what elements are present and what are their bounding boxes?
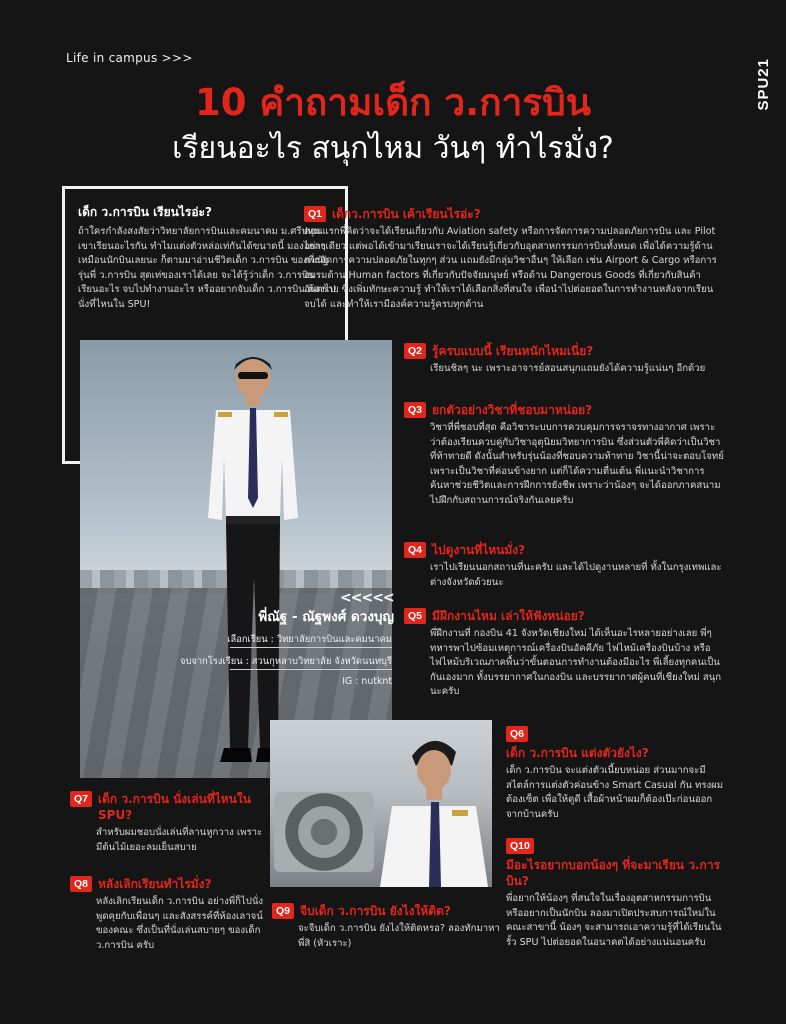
intro-block: [78, 203, 336, 313]
question-title: ไปดูงานที่ไหนมั่ง?: [432, 543, 526, 557]
caption-divider: [230, 647, 392, 648]
profile-name: พี่ณัฐ - ณัฐพงศ์ ดวงบุญ: [258, 609, 394, 625]
answer-text: เราไปเรียนนอกสถานที่นะครับ และได้ไปดูงานหลายที่ ทั้งในกรุงเทพและต่างจังหวัดด้วยนะ: [430, 562, 722, 588]
spu21-logo: SPU21: [755, 58, 772, 111]
pilot-aircraft-photo: [270, 720, 492, 887]
question-badge: Q1: [304, 206, 326, 222]
question-title: หลังเลิกเรียนทำไรมั่ง?: [98, 877, 212, 891]
question-title: เด็ก ว.การบิน แต่งตัวยังไง?: [506, 746, 649, 760]
question-badge: Q7: [70, 791, 92, 807]
question-q5: [404, 608, 724, 700]
question-title: เด็กว.การบิน เค้าเรียนไรอ่ะ?: [332, 207, 481, 221]
question-title: จีบเด็ก ว.การบิน ยังไงให้ติด?: [300, 904, 451, 918]
answer-text: ตอนแรกพี่คิดว่าจะได้เรียนเกี่ยวกับ Aviation safety หรือการจัดการความปลอดภัยการบิน และ Pilot อย่างเดียว แต่พอได้เข้ามาเรียนเราจะได้เรียนรู้เกี่ยวกับอุตสาหกรรมการบินทั้งหมด เพื่อได้ความรู้ด้านการจัดการความปลอดภัยในทุกๆ ส่วน แถมยังมีกลุ่มวิชาอื่นๆ ให้เลือก เช่น Airport & Cargo หรือการอบรมด้าน Human factors ที่เกี่ยวกับปัจจัยมนุษย์ หรือด้าน Dangerous Goods ที่เกี่ยวกับสินค้าอันตราย ซึ่งเพิ่มทักษะความรู้ ทำให้เราได้เลือกสิ่งที่สนใจ เพื่อนำไปต่อยอดในการทำงานหลังจากเรียนจบได้ และทำให้เรามีองค์ความรู้ครบทุกด้าน: [304, 226, 717, 310]
answer-text: หลังเลิกเรียนเด็ก ว.การบิน อย่างพี่ก็ไปนั่งพูดคุยกับเพื่อนๆ และสังสรรค์ที่ห้องเลาจน์ของคณะ ซึ่งเป็นที่นั่งเล่นสบายๆ ของเด็ก ว.การบิน ครับ: [96, 896, 264, 951]
answer-text: เด็ก ว.การบิน จะแต่งตัวเนี้ยบหน่อย ส่วนมากจะมีสไตล์การแต่งตัวค่อนข้าง Smart Casual กัน ทรงผมต้องเซ็ต เพื่อให้ดูดี เสื้อผ้าหน้าผมก็ต้องเป๊ะก่อนออกจากบ้านครับ: [506, 765, 724, 820]
question-q6: [506, 722, 726, 822]
answer-text: พี่อยากให้น้องๆ ที่สนใจในเรื่องอุตสาหกรรมการบินหรืออยากเป็นนักบิน ลองมาเปิดประสบการณ์ใหม่ในคณะสาขานี้ น้องๆ จะสามารถเอาความรู้ที่ได้เรียนในรั้ว SPU ไปต่อยอดในอนาคตได้อย่างแน่นอนครับ: [506, 893, 722, 948]
question-q9: [272, 903, 500, 951]
answer-text: วิชาที่พี่ชอบที่สุด คือวิชาระบบการควบคุมการจราจรทางอากาศ เพราะว่าต้องเรียนควบคู่กับวิชาอุตุนิยมวิทยาการบิน ซึ่งส่วนตัวพี่คิดว่าเป็นวิชาที่ท้าทายดี ดังนั้นสำหรับรุ่นน้องที่ชอบความท้าทาย วิชานี้น่าจะตอบโจทย์ เพราะเป็นวิชาที่ค่อนข้างยาก แต่ก็ได้ความตื่นเต้น พี่แนะนำวิชาการค้นหาช่วยชีวิตและการฝึกการยังชีพ เพราะว่าน้องๆ จะได้ออกภาคสนามไปฝึกกับสถานการณ์จริงกันเลยครับ: [430, 422, 724, 506]
question-title: มีอะไรอยากบอกน้องๆ ที่จะมาเรียน ว.การบิน?: [506, 858, 721, 888]
question-badge: Q9: [272, 903, 294, 919]
question-q3: [404, 402, 724, 509]
profile-school: จบจากโรงเรียน : สวนกุหลาบวิทยาลัย จังหวัดนนทบุรี: [179, 656, 392, 667]
question-q10: [506, 834, 726, 950]
question-badge: Q4: [404, 542, 426, 558]
aircraft-engine: [274, 792, 374, 872]
answer-text: สำหรับผมชอบนั่งเล่นที่ลานหูกวาง เพราะมีต้นไม้เยอะลมเย็นสบาย: [96, 827, 263, 853]
question-q7: [70, 791, 266, 855]
question-title: รู้ครบแบบนี้ เรียนหนักไหมเนี่ย?: [432, 344, 594, 358]
question-q1: [304, 206, 724, 313]
pilot-figure-2: [378, 726, 488, 887]
question-q8: [70, 876, 266, 953]
question-badge: Q3: [404, 402, 426, 418]
caption-arrows: <<<<<: [340, 590, 394, 606]
answer-text: เรียนชิลๆ นะ เพราะอาจารย์สอนสนุกแถมยังได้ความรู้แน่นๆ อีกด้วย: [430, 363, 706, 374]
question-title: ยกตัวอย่างวิชาที่ชอบมาหน่อย?: [432, 403, 593, 417]
intro-body: ถ้าใครกำลังสงสัยว่าวิทยาลัยการบินและคมนาคม ม.ศรีปทุม เขาเรียนอะไรกัน ทำไมแต่งตัวหล่อเท่กันได้ขนาดนี้ มองไกลๆ เหมือนนักบินเลยนะ ก็ตามมาอ่านชีวิตเด็ก ว.การบิน ของพี่ณัฐ รุ่นพี่ ว.การบิน สุดเท่ของเราได้เลย จะได้รู้ว่าเด็ก ว.การบิน เรียนอะไร จบไปทำงานอะไร หรืออยากจับเด็ก ว.การบิน ต้องไปนั่งที่ไหนใน SPU!: [78, 226, 336, 310]
intro-heading: เด็ก ว.การบิน เรียนไรอ่ะ?: [78, 205, 212, 219]
profile-ig: IG : nutknt: [342, 676, 392, 687]
question-badge: Q10: [506, 838, 534, 854]
pilot-figure: [198, 348, 308, 778]
page-title: 10 คำถามเด็ก ว.การบิน: [194, 81, 592, 124]
page-subtitle: เรียนอะไร สนุกไหม วันๆ ทำไรมั่ง?: [172, 131, 614, 166]
section-kicker: Life in campus >>>: [66, 51, 193, 65]
answer-text: พี่ฝึกงานที่ กองบิน 41 จังหวัดเชียงใหม่ ได้เห็นอะไรหลายอย่างเลย พี่ๆ ทหารพาไปซ้อมเหตุการณ์เครื่องบินอัคคีภัย ไฟไหม้เครื่องบินบ้าง หรือ ไฟไหม้บริเวณภาคพื้นว่าขั้นตอนการทำงานต้องมีอะไร พี่เลี้ยงทุกคนเป็นกันเองมาก ทั้งบรรยากาศในกองบิน และบรรยากาศผู้คนที่เชียงใหม่ สนุกนะครับ: [430, 628, 722, 698]
profile-faculty: เลือกเรียน : วิทยาลัยการบินและคมนาคม: [227, 634, 392, 645]
question-badge: Q2: [404, 343, 426, 359]
question-title: เด็ก ว.การบิน นั่งเล่นที่ไหนใน SPU?: [98, 792, 251, 822]
question-badge: Q8: [70, 876, 92, 892]
question-badge: Q5: [404, 608, 426, 624]
pilot-portrait-photo: [80, 340, 392, 778]
question-q4: [404, 542, 724, 590]
answer-text: จะจีบเด็ก ว.การบิน ยังไงให้ติดหรอ? ลองทักมาหาพี่สิ (หัวเราะ): [298, 923, 500, 949]
question-q2: [404, 343, 724, 377]
question-title: มีฝึกงานไหม เล่าให้ฟังหน่อย?: [432, 609, 585, 623]
question-badge: Q6: [506, 726, 528, 742]
caption-divider: [230, 669, 392, 670]
